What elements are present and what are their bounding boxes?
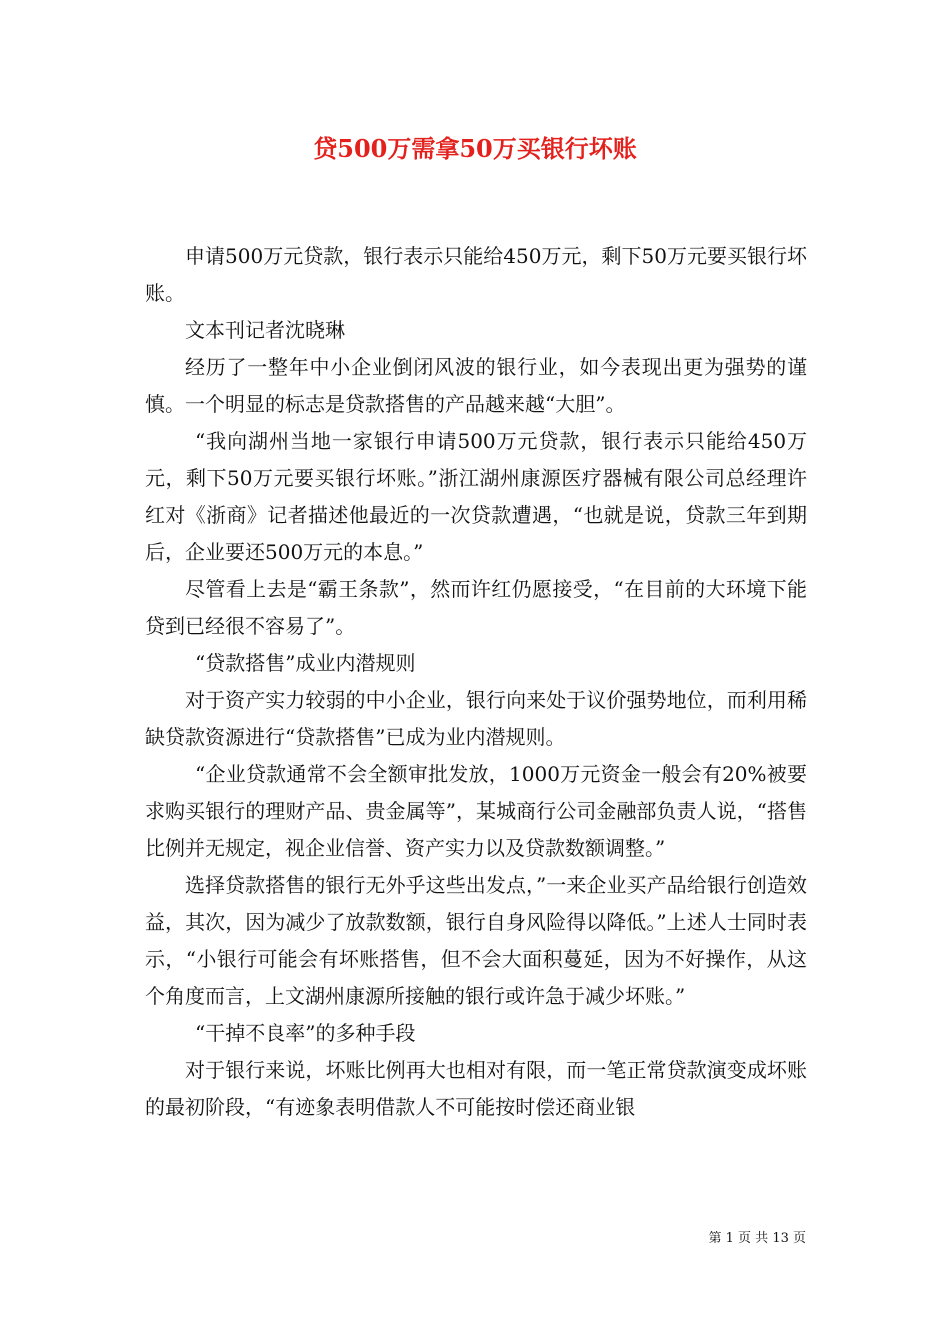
paragraph: 对于资产实力较弱的中小企业，银行向来处于议价强势地位，而利用稀缺贷款资源进行“贷款搭售”已成为业内潜规则。 bbox=[145, 688, 807, 749]
paragraph: 经历了一整年中小企业倒闭风波的银行业，如今表现出更为强势的谨慎。一个明显的标志是贷款搭售的产品越来越“大胆”。 bbox=[145, 355, 807, 416]
paragraph: 申请500万元贷款，银行表示只能给450万元，剩下50万元要买银行坏账。 bbox=[145, 244, 807, 305]
page-number: 第 1 页 共 13 页 bbox=[708, 1231, 806, 1246]
section-heading: “干掉不良率”的多种手段 bbox=[195, 1021, 416, 1045]
paragraph: 尽管看上去是“霸王条款”，然而许红仍愿接受，“在目前的大环境下能贷到已经很不容易了”。 bbox=[145, 577, 807, 638]
paragraph: “我向湖州当地一家银行申请500万元贷款，银行表示只能给450万元，剩下50万元要买银行坏账。”浙江湖州康源医疗器械有限公司总经理许红对《浙商》记者描述他最近的一次贷款遭遇，“也就是说，贷款三年到期后，企业要还500万元的本息。” bbox=[145, 429, 807, 564]
paragraph: “企业贷款通常不会全额审批发放，1000万元资金一般会有20%被要求购买银行的理财产品、贵金属等”，某城商行公司金融部负责人说，“搭售比例并无规定，视企业信誉、资产实力以及贷款数额调整。” bbox=[145, 762, 807, 860]
paragraph: 选择贷款搭售的银行无外乎这些出发点，”一来企业买产品给银行创造效益，其次，因为减少了放款数额，银行自身风险得以降低。”上述人士同时表示，“小银行可能会有坏账搭售，但不会大面积蔓延，因为不好操作，从这个角度而言，上文湖州康源所接触的银行或许急于减少坏账。” bbox=[145, 873, 807, 1008]
paragraph: 对于银行来说，坏账比例再大也相对有限，而一笔正常贷款演变成坏账的最初阶段，“有迹象表明借款人不可能按时偿还商业银 bbox=[145, 1058, 807, 1119]
document-body bbox=[145, 238, 807, 1126]
document-title: 贷500万需拿50万买银行坏账 bbox=[313, 134, 637, 163]
section-heading: “贷款搭售”成业内潜规则 bbox=[195, 651, 416, 675]
byline: 文本刊记者沈晓琳 bbox=[185, 318, 345, 342]
